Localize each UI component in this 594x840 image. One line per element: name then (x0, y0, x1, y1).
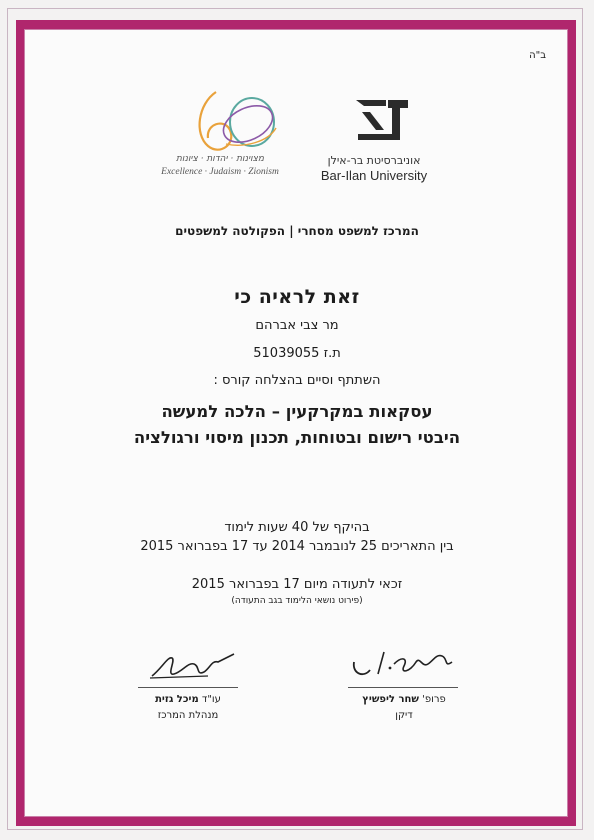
excellence-hebrew-tagline: מצוינות · יהדות · ציונות (175, 154, 264, 164)
inner-frame-line (24, 29, 568, 817)
right-signatory-role: דיקן (395, 710, 413, 721)
excellence-60-logo-icon (186, 84, 282, 158)
right-name: שחר ליפשיץ (362, 694, 419, 705)
recipient-name: מר צבי אברהם (255, 318, 339, 333)
course-scope: בהיקף של 40 שעות לימוד (224, 520, 370, 535)
excellence-english-tagline: Excellence · Judaism · Zionism (161, 167, 279, 177)
bar-ilan-hebrew-name: אוניברסיטת בר-אילן (327, 154, 421, 167)
bar-ilan-logo-icon (350, 96, 414, 144)
right-signature-image (348, 644, 458, 684)
left-prefix: עו"ד (201, 694, 221, 705)
id-line (0, 346, 594, 361)
left-signatory-role: מנהלת המרכז (157, 710, 219, 721)
id-label: ת.ז (323, 346, 341, 361)
course-dates: בין התאריכים 25 לנובמבר 2014 עד 17 בפברואר 2015 (140, 539, 454, 554)
left-signature-line (138, 687, 238, 688)
faculty-line: המרכז למשפט מסחרי | הפקולטה למשפטים (175, 224, 419, 238)
course-title-line-2: היבטי רישום ובטוחות, תכנון מיסוי ורגולציה (133, 428, 461, 447)
left-signature-image (148, 646, 238, 684)
bh-header: ב"ה (529, 50, 546, 61)
entitlement-date: זכאי לתעודה מיום 17 בפברואר 2015 (191, 577, 403, 592)
details-note: (פירוט נושאי הלימוד בגב התעודה) (231, 596, 363, 606)
right-signatory-name (346, 694, 462, 705)
bar-ilan-english-name: Bar-Ilan University (320, 168, 428, 183)
left-signatory-name (138, 694, 238, 705)
course-title-line-1: עסקאות במקרקעין – הלכה למעשה (161, 402, 433, 421)
left-name: מיכל גזית (155, 694, 199, 705)
right-signature-line (348, 687, 458, 688)
right-prefix: פרופ' (422, 694, 446, 705)
certificate-title: זאת לראיה כי (234, 286, 360, 308)
id-number: 51039055 (253, 346, 320, 361)
completion-text: השתתף וסיים בהצלחה קורס : (213, 373, 381, 388)
